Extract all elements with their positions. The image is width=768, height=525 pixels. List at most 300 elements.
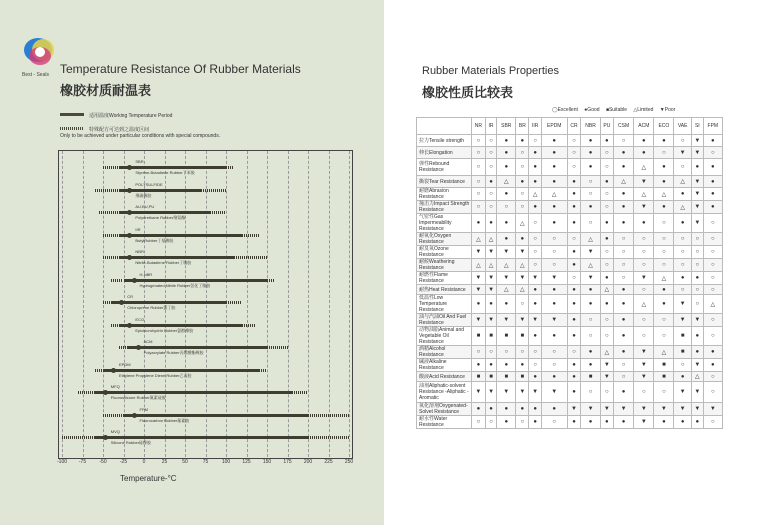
rating-cell: ○ <box>703 147 722 159</box>
material-code: MFQ <box>110 384 120 389</box>
rating-cell: ● <box>529 201 541 214</box>
rating-cell: ■ <box>485 327 497 346</box>
rating-cell: ○ <box>581 214 600 233</box>
rating-cell: ● <box>497 403 516 416</box>
rating-cell: △ <box>529 188 541 201</box>
range-marker <box>103 390 108 395</box>
rating-cell: ▼ <box>472 382 486 403</box>
rating-cell: ▼ <box>472 246 486 259</box>
rating-cell: ○ <box>703 314 722 327</box>
row-property-name: 酒精Alcohol Resistance <box>417 346 472 359</box>
rating-cell: ● <box>613 295 633 314</box>
rating-cell: △ <box>541 188 567 201</box>
rating-cell: ○ <box>529 233 541 246</box>
rating-cell: ● <box>497 159 516 176</box>
rating-cell: ● <box>472 359 486 372</box>
rating-cell: ○ <box>485 159 497 176</box>
rating-cell: ● <box>497 295 516 314</box>
x-tick-label: -75 <box>78 459 87 465</box>
rating-cell: ● <box>497 188 516 201</box>
column-header: FPM <box>703 118 722 135</box>
rating-cell: ● <box>613 147 633 159</box>
rating-cell: ○ <box>613 372 633 382</box>
rating-cell: ● <box>581 346 600 359</box>
table-body <box>417 135 723 429</box>
range-working <box>95 391 292 394</box>
rating-cell: ▼ <box>692 147 704 159</box>
material-name: Fluorosilicone Rubber氟素硅胶 <box>110 395 166 400</box>
rating-cell: ○ <box>529 346 541 359</box>
material-code: FPM <box>139 406 148 412</box>
rating-cell: ○ <box>485 346 497 359</box>
rating-cell: ○ <box>472 346 486 359</box>
range-working <box>128 346 267 349</box>
rating-cell: ○ <box>600 327 613 346</box>
range-special-high <box>267 346 288 349</box>
rating-cell: ○ <box>600 201 613 214</box>
rating-cell: ● <box>674 272 692 285</box>
rating-cell: ● <box>703 201 722 214</box>
row-property-name: 气密性Gas Impermeability Resistance <box>417 214 472 233</box>
rating-cell: △ <box>634 295 654 314</box>
rating-cell: ▼ <box>516 246 529 259</box>
rating-cell: ○ <box>634 327 654 346</box>
rating-cell: ▼ <box>692 359 704 372</box>
range-working <box>119 256 234 259</box>
rating-cell: ● <box>529 159 541 176</box>
rating-cell: ● <box>674 372 692 382</box>
table-row <box>417 346 723 359</box>
rating-cell: ● <box>613 327 633 346</box>
rating-cell: ○ <box>516 188 529 201</box>
range-special-high <box>201 189 226 192</box>
rating-cell: ● <box>581 285 600 295</box>
rating-cell: ▼ <box>567 403 581 416</box>
rating-cell: ○ <box>541 359 567 372</box>
rating-cell: ▼ <box>516 272 529 285</box>
rating-cell: ○ <box>654 214 674 233</box>
rating-cell: ○ <box>485 416 497 429</box>
material-label <box>140 272 153 277</box>
rating-cell: ▼ <box>692 135 704 147</box>
rating-cell: ▼ <box>600 359 613 372</box>
rating-cell: ▼ <box>692 201 704 214</box>
rating-cell: ● <box>703 346 722 359</box>
row-property-name: 耐水性Water Resistance <box>417 416 472 429</box>
row-property-name: 低温性Low Temperature Resistance <box>417 295 472 314</box>
rating-cell: ○ <box>634 382 654 403</box>
rating-cell: ● <box>472 214 486 233</box>
rating-cell: ● <box>600 295 613 314</box>
rating-cell: ● <box>692 159 704 176</box>
rating-cell: ▼ <box>703 403 722 416</box>
rating-cell: ● <box>497 416 516 429</box>
table-row <box>417 201 723 214</box>
rating-cell: ● <box>581 135 600 147</box>
rating-cell: ● <box>567 372 581 382</box>
x-tick-label: 200 <box>303 459 313 465</box>
rating-cell: ▼ <box>692 403 704 416</box>
range-special-low <box>103 301 111 304</box>
column-header: EPDM <box>541 118 567 135</box>
rating-cell: △ <box>497 176 516 188</box>
legend-good: ●Good <box>584 107 600 113</box>
gridline <box>288 151 289 457</box>
rating-cell: ○ <box>674 285 692 295</box>
rating-cell: ● <box>567 295 581 314</box>
rating-cell: ● <box>703 359 722 372</box>
rating-cell: ○ <box>485 201 497 214</box>
rating-cell: ○ <box>613 272 633 285</box>
properties-table <box>416 117 723 429</box>
range-special-low <box>78 391 94 394</box>
range-working <box>119 234 242 237</box>
properties-title: Rubber Materials Properties <box>422 65 559 77</box>
rating-cell: ● <box>692 416 704 429</box>
material-code: SBR <box>135 159 144 164</box>
x-tick-label: -25 <box>119 459 128 465</box>
rating-cell: ○ <box>529 246 541 259</box>
rating-cell: ● <box>529 372 541 382</box>
rating-cell: ○ <box>654 382 674 403</box>
material-code: ACM <box>143 339 153 344</box>
rating-cell: ● <box>529 403 541 416</box>
rating-cell: △ <box>600 346 613 359</box>
rating-cell: ○ <box>703 272 722 285</box>
rating-cell: ▼ <box>600 403 613 416</box>
rating-cell: ● <box>497 214 516 233</box>
rating-cell: ● <box>581 359 600 372</box>
rating-cell: ● <box>703 159 722 176</box>
range-marker <box>136 345 141 350</box>
rating-cell: ○ <box>472 159 486 176</box>
table-row <box>417 295 723 314</box>
rating-cell: ○ <box>472 201 486 214</box>
rating-cell: ○ <box>613 135 633 147</box>
range-special-high <box>267 279 275 282</box>
material-code: CR <box>127 294 133 299</box>
row-property-name: 酸液Acid Resistance <box>417 372 472 382</box>
rating-cell: ● <box>529 295 541 314</box>
rating-cell: ● <box>541 295 567 314</box>
gridline <box>83 151 84 457</box>
rating-cell: ○ <box>472 135 486 147</box>
material-label <box>135 159 143 164</box>
rating-cell: ▼ <box>581 272 600 285</box>
rating-cell: ○ <box>485 147 497 159</box>
rating-cell: ○ <box>703 246 722 259</box>
rating-cell: ▼ <box>692 176 704 188</box>
rating-cell: ▼ <box>674 147 692 159</box>
gridline <box>103 151 104 457</box>
x-tick-label: 250 <box>344 459 354 465</box>
x-tick-label: 100 <box>221 459 231 465</box>
brand-logo-icon <box>22 34 58 70</box>
rating-cell: ▼ <box>674 403 692 416</box>
rating-cell: ▼ <box>692 188 704 201</box>
rating-cell: ● <box>613 285 633 295</box>
rating-cell: ○ <box>634 246 654 259</box>
rating-cell: ● <box>567 176 581 188</box>
rating-cell: ● <box>529 147 541 159</box>
material-label <box>135 249 143 254</box>
column-header: ECO <box>654 118 674 135</box>
range-working <box>103 369 259 372</box>
header-blank <box>417 118 472 135</box>
column-header: BR <box>516 118 529 135</box>
rating-cell: △ <box>516 285 529 295</box>
range-special-high <box>308 436 349 439</box>
rating-cell: ● <box>516 176 529 188</box>
gridline <box>349 151 350 457</box>
rating-cell: ■ <box>472 372 486 382</box>
material-label <box>119 362 131 367</box>
rating-cell: ○ <box>567 135 581 147</box>
rating-cell: ○ <box>654 246 674 259</box>
row-property-name: 耐氧化Oxygen Resistance <box>417 233 472 246</box>
rating-cell: ■ <box>497 372 516 382</box>
material-name: Ethylene Propylene Diene Rubber乙丙胶 <box>119 372 192 378</box>
rating-cell: ● <box>541 403 567 416</box>
rating-cell: ○ <box>516 295 529 314</box>
row-property-name: 耐候Weathering Resistance <box>417 259 472 272</box>
rating-cell: ○ <box>516 159 529 176</box>
material-label <box>111 384 120 389</box>
column-header: CSM <box>613 118 633 135</box>
rating-cell: ○ <box>567 272 581 285</box>
rating-cell: ○ <box>692 259 704 272</box>
rating-cell: ○ <box>692 246 704 259</box>
rating-cell: ● <box>692 346 704 359</box>
table-row <box>417 259 723 272</box>
rating-cell: ● <box>516 233 529 246</box>
properties-legend <box>552 107 680 113</box>
rating-cell: ○ <box>613 359 633 372</box>
rating-cell: ● <box>613 159 633 176</box>
row-property-name: 油与汽油Oil And Fuel Resistance <box>417 314 472 327</box>
range-special-high <box>242 234 258 237</box>
rating-cell: ▼ <box>634 372 654 382</box>
rating-cell: △ <box>654 346 674 359</box>
material-label <box>135 182 162 187</box>
column-header: CR <box>567 118 581 135</box>
legend-special-swatch <box>60 127 84 130</box>
rating-cell: ○ <box>600 382 613 403</box>
column-header: PU <box>600 118 613 135</box>
rating-cell: ● <box>581 416 600 429</box>
legend-special-label: 特殊配方可达到之温度区间 <box>89 127 150 133</box>
row-property-name: 撞击力Impact Strength Resistance <box>417 201 472 214</box>
rating-cell: ○ <box>516 346 529 359</box>
range-special-low <box>111 279 123 282</box>
rating-cell: ● <box>600 176 613 188</box>
x-tick-label: 50 <box>182 459 188 465</box>
material-name: 聚硫橡胶 <box>135 192 152 198</box>
x-tick-label: 25 <box>161 459 168 465</box>
rating-cell: ▼ <box>497 314 516 327</box>
table-row <box>417 272 723 285</box>
rating-cell: ○ <box>581 176 600 188</box>
range-special-high <box>259 369 267 372</box>
rating-cell: ○ <box>674 159 692 176</box>
rating-cell: ○ <box>567 346 581 359</box>
table-header-row <box>417 118 723 135</box>
table-row <box>417 403 723 416</box>
range-special-low <box>95 189 120 192</box>
rating-cell: ○ <box>541 233 567 246</box>
rating-cell: ● <box>485 214 497 233</box>
rating-cell: ● <box>654 285 674 295</box>
rating-cell: ▼ <box>674 295 692 314</box>
rating-cell: ▼ <box>654 403 674 416</box>
range-special-high <box>308 414 349 417</box>
rating-cell: ● <box>703 188 722 201</box>
rating-cell: ● <box>567 314 581 327</box>
legend-suitable: ■Suitable <box>605 107 628 113</box>
rating-cell: ● <box>654 176 674 188</box>
rating-cell: ▼ <box>634 201 654 214</box>
rating-cell: ● <box>497 359 516 372</box>
rating-cell: ▼ <box>497 382 516 403</box>
rating-cell: ○ <box>516 147 529 159</box>
rating-cell: ○ <box>472 176 486 188</box>
range-special-low <box>103 234 119 237</box>
rating-cell: ● <box>541 327 567 346</box>
table-row <box>417 233 723 246</box>
rating-cell: ○ <box>634 259 654 272</box>
rating-cell: ○ <box>567 233 581 246</box>
rating-cell: ● <box>634 214 654 233</box>
rating-cell: ▼ <box>541 314 567 327</box>
table-row <box>417 314 723 327</box>
rating-cell: △ <box>634 159 654 176</box>
range-marker <box>103 435 108 440</box>
rating-cell: ● <box>516 135 529 147</box>
rating-cell: ○ <box>600 314 613 327</box>
range-special-high <box>226 301 242 304</box>
rating-cell: ● <box>497 233 516 246</box>
rating-cell: ● <box>613 346 633 359</box>
material-code: IIR <box>135 226 141 232</box>
rating-cell: ● <box>497 135 516 147</box>
rating-cell: ▼ <box>529 314 541 327</box>
material-label <box>127 294 133 299</box>
rating-cell: ▼ <box>634 346 654 359</box>
rating-cell: ○ <box>613 246 633 259</box>
rating-cell: ○ <box>485 135 497 147</box>
rating-cell: ● <box>567 259 581 272</box>
row-property-name: 动物油脂Animal and Vegetable Oil Resistance <box>417 327 472 346</box>
material-label <box>140 407 148 412</box>
rating-cell: ▼ <box>485 314 497 327</box>
rating-cell: ○ <box>703 259 722 272</box>
legend-working-label: 适用温度Working Temperature Period <box>89 113 173 119</box>
rating-cell: ● <box>541 176 567 188</box>
rating-cell: ● <box>529 416 541 429</box>
range-special-high <box>292 391 308 394</box>
rating-cell: ● <box>567 359 581 372</box>
column-header: IIR <box>529 118 541 135</box>
rating-cell: ■ <box>516 372 529 382</box>
material-name: ButylRubber丁基橡胶 <box>135 237 174 243</box>
rating-cell: ○ <box>600 147 613 159</box>
gridline <box>308 151 309 457</box>
gridline <box>165 151 166 457</box>
rating-cell: △ <box>692 372 704 382</box>
rating-cell: ○ <box>703 416 722 429</box>
table-row <box>417 416 723 429</box>
rating-cell: ○ <box>472 416 486 429</box>
table-row <box>417 159 723 176</box>
rating-cell: ○ <box>541 259 567 272</box>
material-code: POLYSULFIDE <box>135 181 163 187</box>
rating-cell: ○ <box>529 135 541 147</box>
rating-cell: ○ <box>541 246 567 259</box>
rating-cell: ○ <box>529 359 541 372</box>
rating-cell: ● <box>654 201 674 214</box>
gridline <box>226 151 227 457</box>
range-special-high <box>242 324 254 327</box>
range-special-low <box>99 211 120 214</box>
rating-cell: △ <box>516 214 529 233</box>
column-header: IR <box>485 118 497 135</box>
rating-cell: ○ <box>516 416 529 429</box>
material-code: H-NBR <box>139 271 153 277</box>
material-label <box>144 339 153 344</box>
rating-cell: ● <box>567 246 581 259</box>
table-row <box>417 327 723 346</box>
x-tick-label: 0 <box>142 459 146 465</box>
column-header: ACM <box>634 118 654 135</box>
rating-cell: ○ <box>692 233 704 246</box>
rating-cell: ● <box>703 135 722 147</box>
range-working <box>119 211 209 214</box>
range-working <box>95 436 308 439</box>
rating-cell: ● <box>529 327 541 346</box>
rating-cell: △ <box>600 285 613 295</box>
range-working <box>119 166 226 169</box>
material-name: Fluorocarbon Rubber氟素胶 <box>139 417 190 423</box>
rating-cell: ○ <box>703 214 722 233</box>
rating-cell: ○ <box>703 233 722 246</box>
gridline <box>329 151 330 457</box>
rating-cell: △ <box>654 188 674 201</box>
table-row <box>417 285 723 295</box>
rating-cell: ○ <box>567 159 581 176</box>
rating-cell: ○ <box>472 188 486 201</box>
rating-cell: ▼ <box>497 272 516 285</box>
rating-cell: ■ <box>485 372 497 382</box>
properties-subtitle: 橡胶性质比较表 <box>422 85 514 100</box>
material-label <box>135 227 140 232</box>
rating-cell: ▼ <box>472 272 486 285</box>
x-tick-label: 125 <box>242 459 251 465</box>
column-header: NR <box>472 118 486 135</box>
rating-cell: ● <box>567 416 581 429</box>
rating-cell: ▼ <box>634 176 654 188</box>
rating-cell: ▼ <box>516 382 529 403</box>
material-label <box>135 204 154 209</box>
rating-cell: ○ <box>703 372 722 382</box>
gridline <box>124 151 125 457</box>
legend-special-label-en: Only to be achieved under particular conditions with special compounds. <box>60 133 221 139</box>
rating-cell: ○ <box>634 233 654 246</box>
range-special-low <box>119 346 127 349</box>
legend-working-swatch <box>60 113 84 116</box>
rating-cell: ▼ <box>485 285 497 295</box>
range-special-high <box>210 211 226 214</box>
rating-cell: ● <box>600 135 613 147</box>
